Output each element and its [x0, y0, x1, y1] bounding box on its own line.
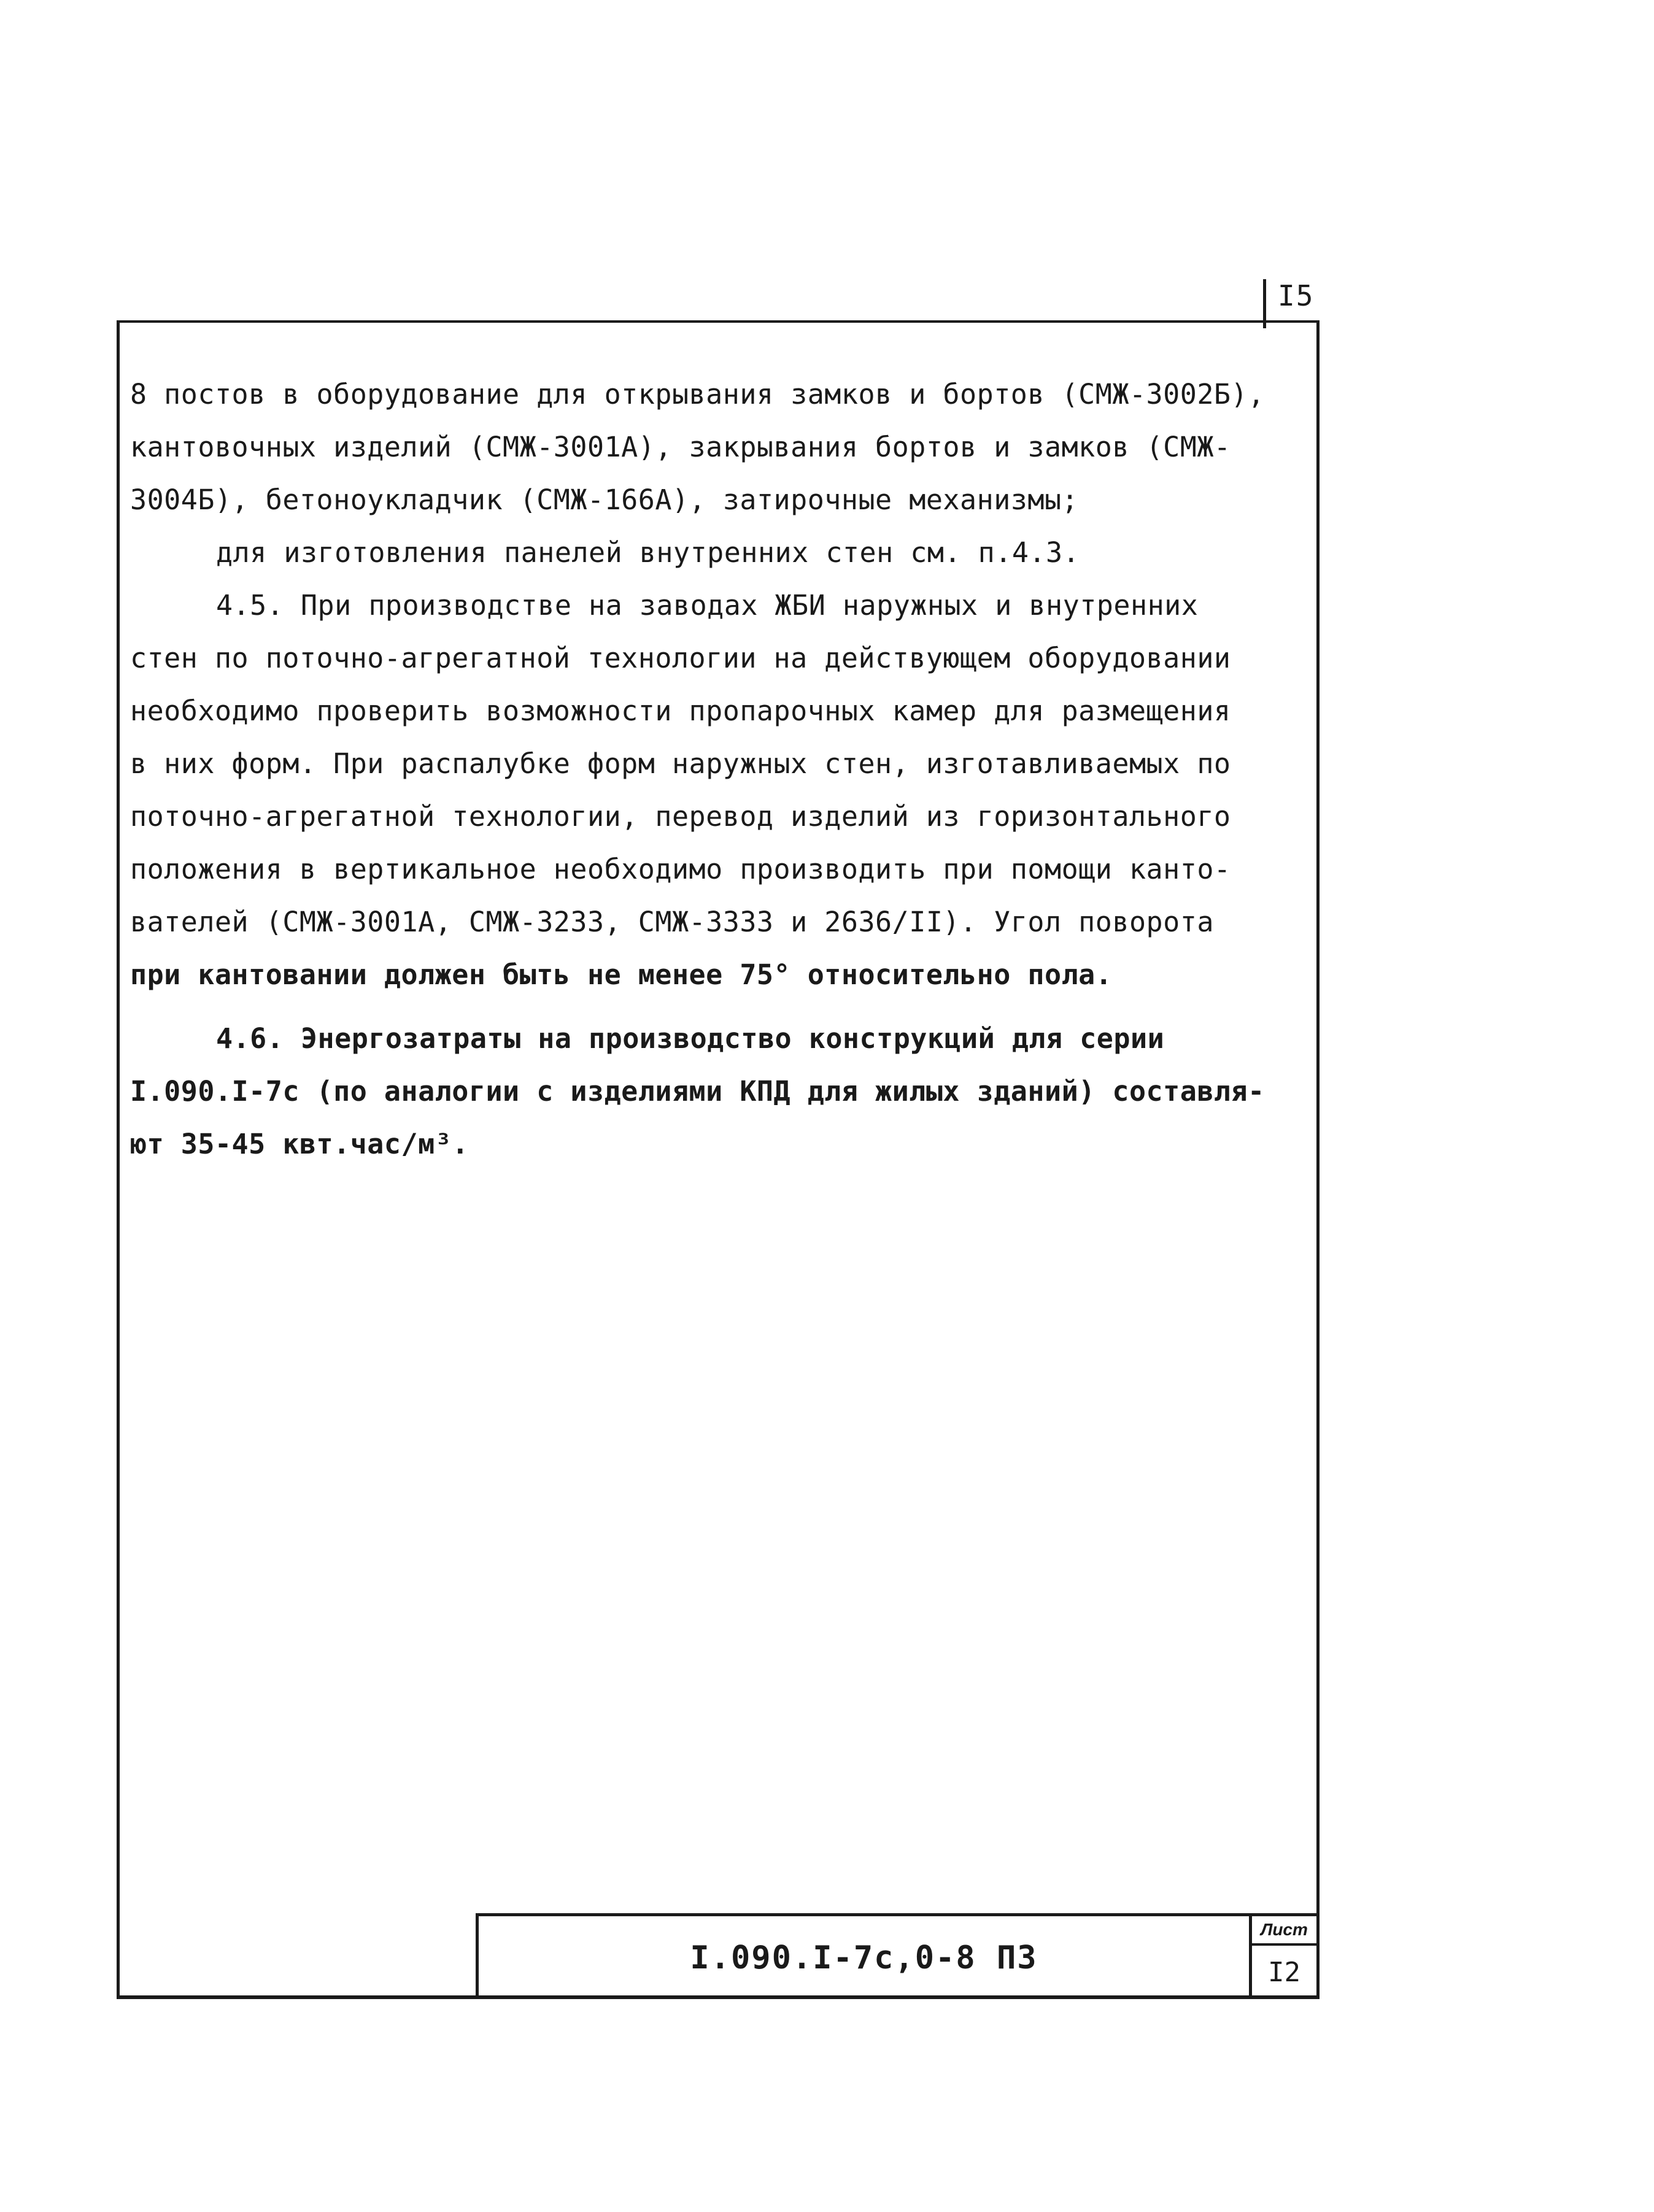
text-line: для изготовления панелей внутренних стен см. п.4.3.: [216, 536, 1080, 569]
body-text: [130, 368, 1284, 1171]
title-block: [476, 1913, 1316, 1999]
text-line: положения в вертикальное необходимо производить при помощи канто-: [130, 853, 1231, 885]
text-line: вателей (СМЖ-3001А, СМЖ-3233, СМЖ-3333 и 2636/II). Угол поворота: [130, 906, 1214, 938]
document-code: I.090.I-7с,0-8 ПЗ: [690, 1939, 1038, 1976]
text-line: поточно-агрегатной технологии, перевод изделий из горизонтального: [130, 800, 1231, 833]
text-line: в них форм. При распалубке форм наружных стен, изготавливаемых по: [130, 747, 1231, 780]
text-line: кантовочных изделий (СМЖ-3001А), закрывания бортов и замков (СМЖ-: [130, 431, 1231, 463]
text-line: стен по поточно-агрегатной технологии на действующем оборудовании: [130, 642, 1231, 674]
text-line: ют 35-45 квт.час/м³.: [130, 1128, 469, 1160]
text-line: при кантовании должен быть не менее 75° относительно пола.: [130, 958, 1113, 991]
section-4-5-heading-line: 4.5. При производстве на заводах ЖБИ наружных и внутренних: [216, 589, 1199, 622]
text-line: 3004Б), бетоноукладчик (СМЖ-166А), затирочные механизмы;: [130, 484, 1079, 516]
sheet-cell: [1249, 1916, 1316, 1999]
sheet-label: Лист: [1252, 1916, 1316, 1946]
section-4-6-heading-line: 4.6. Энергозатраты на производство конструкций для серии: [216, 1022, 1165, 1055]
page-number: I5: [1278, 279, 1315, 312]
sheet-number: I2: [1268, 1957, 1300, 1988]
text-line: I.090.I-7с (по аналогии с изделиями КПД для жилых зданий) составля-: [130, 1075, 1265, 1108]
text-line: 8 постов в оборудование для открывания замков и бортов (СМЖ-3002Б),: [130, 378, 1265, 410]
text-line: необходимо проверить возможности пропарочных камер для размещения: [130, 695, 1231, 727]
